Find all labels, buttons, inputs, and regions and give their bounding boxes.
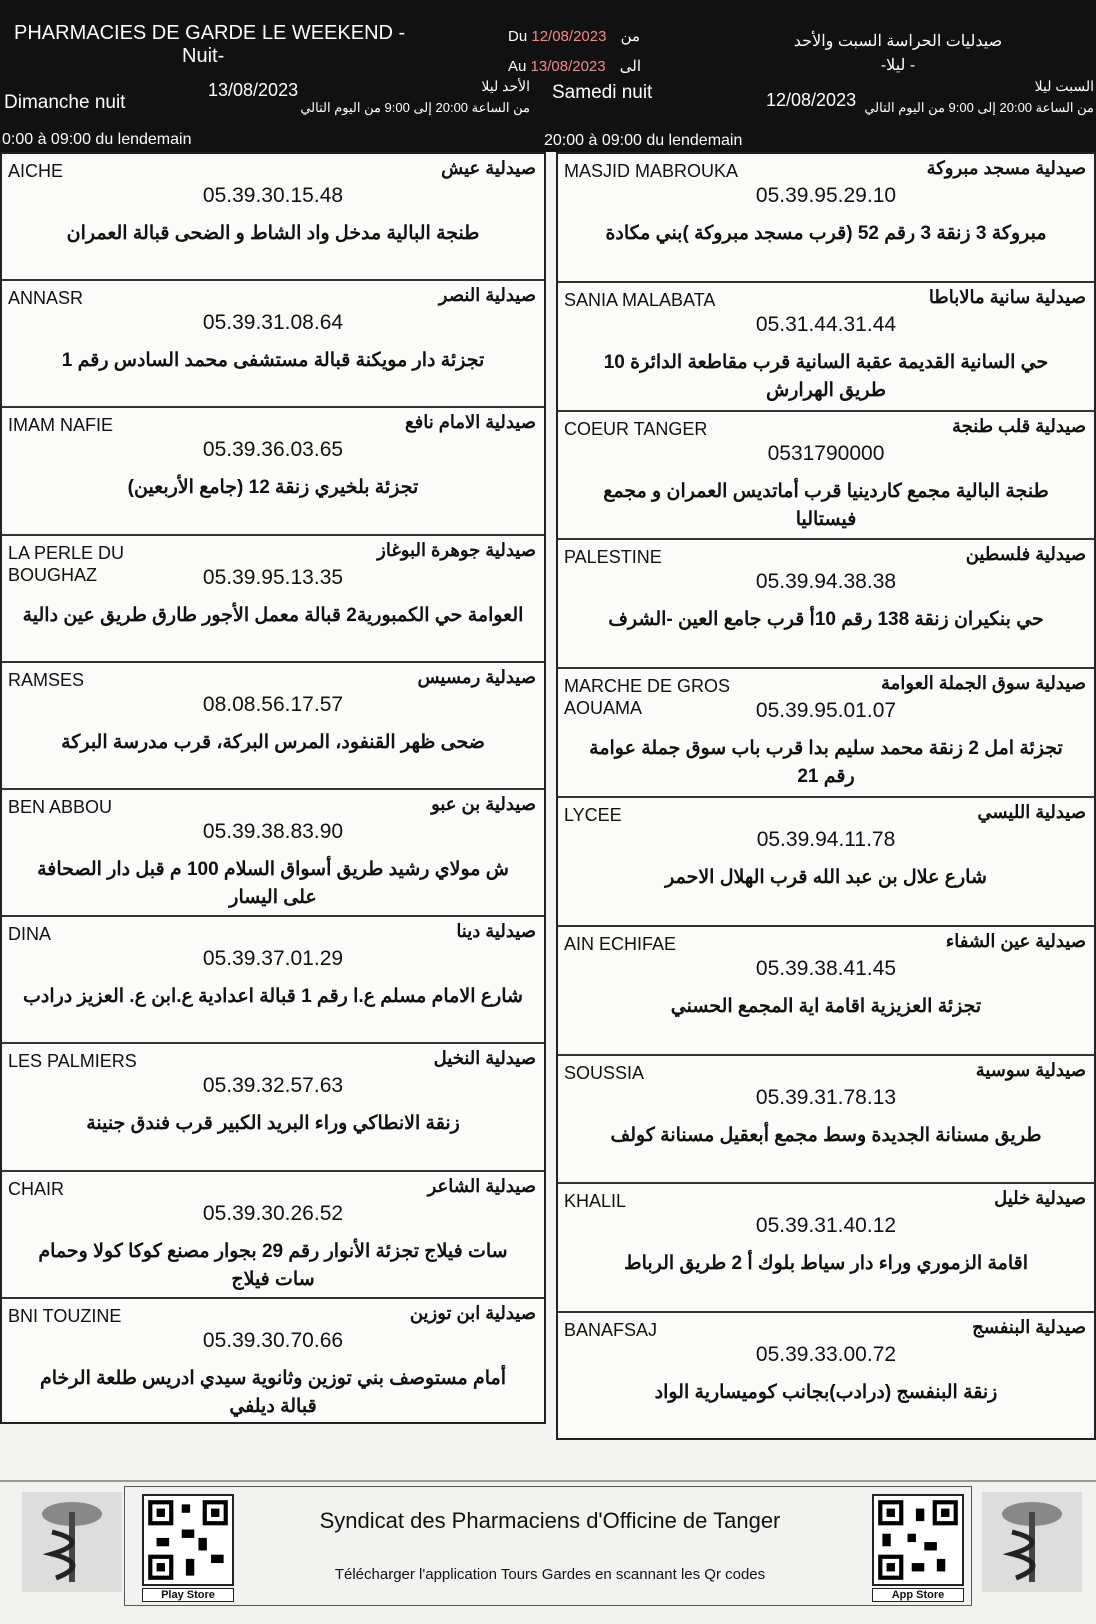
- pharmacy-name-ar: صيدلية عين الشفاء: [945, 930, 1086, 951]
- pharmacy-phone: 05.39.95.13.35: [202, 565, 344, 589]
- right-pharmacy-list: [556, 152, 1096, 1440]
- pharmacy-address: أمام مستوصف بني توزين وثانوية سيدي ادريس طلعة الرخام قبالة ديلفي: [40, 1367, 506, 1417]
- right-column-header: [544, 76, 1096, 152]
- pharmacy-entry: [2, 154, 544, 281]
- pharmacy-name-ar: صيدلية قلب طنجة: [952, 415, 1086, 436]
- pharmacy-address: حي بنكيران زنقة 138 رقم 10أ قرب جامع العين -الشرف: [608, 609, 1044, 631]
- pharmacy-address: سات فيلاج تجزئة الأنوار رقم 29 بجوار مصنع كوكا كولا وحمام سات فيلاج: [38, 1240, 508, 1290]
- download-instructions: Télécharger l'application Tours Gardes en scannant les Qr codes: [334, 1566, 766, 1583]
- pharmacy-phone: 05.39.36.03.65: [202, 438, 344, 462]
- pharmacy-phone: 05.39.38.41.45: [755, 956, 897, 980]
- title-line-2: Nuit-: [182, 45, 225, 67]
- pharmacy-phone: 05.39.94.38.38: [755, 570, 897, 594]
- pharmacy-phone: 05.39.31.08.64: [202, 311, 344, 335]
- pharmacy-address: تجزئة العزيزية اقامة اية المجمع الحسني: [670, 995, 982, 1017]
- pharmacy-address: مبروكة 3 زنقة 3 رقم 52 (قرب مسجد مبروكة )بني مكادة: [605, 223, 1047, 244]
- pharmacy-address: طريق مسنانة الجديدة وسط مجمع أبعقيل مسنانة كولف: [610, 1124, 1042, 1146]
- pharmacy-name-ar: صيدلية الليسي: [977, 801, 1086, 822]
- pharmacy-address: العوامة حي الكمبورية2 قبالة معمل الأجور طارق طريق عين دالية: [22, 604, 524, 626]
- page-title: [14, 22, 405, 68]
- pharmacy-name-ar: صيدلية جوهرة البوغاز: [377, 539, 536, 560]
- pharmacy-entry: [558, 283, 1094, 412]
- pharmacy-name-ar: صيدلية فلسطين: [965, 544, 1086, 565]
- pharmacy-phone: 05.31.44.31.44: [755, 312, 897, 336]
- left-hours: 0:00 à 09:00 du lendemain: [2, 131, 192, 148]
- pharmacy-name-fr: SANIA MALABATA: [564, 289, 716, 310]
- pharmacy-name-fr: ANNASR: [8, 288, 84, 309]
- pharmacy-name-ar: صيدلية بن عبو: [431, 793, 536, 814]
- du-label: Du: [508, 28, 528, 45]
- pharmacy-phone: 05.39.95.29.10: [755, 184, 897, 207]
- title-line-1: PHARMACIES DE GARDE LE WEEKEND -: [14, 22, 406, 44]
- pharmacy-name-ar: صيدلية خليل: [994, 1188, 1086, 1209]
- pharmacy-phone: 05.39.32.57.63: [202, 1074, 344, 1098]
- pharmacy-address: طنجة البالية مدخل واد الشاط و الضحى قبالة العمران: [66, 223, 480, 244]
- pharmacy-name-fr: KHALIL: [564, 1191, 627, 1212]
- pharmacy-name-ar: صيدلية سوق الجملة العوامة: [881, 673, 1086, 694]
- pharmacy-entry: [2, 917, 544, 1044]
- pharmacy-entry: [558, 540, 1094, 669]
- left-day: Dimanche nuit: [4, 92, 126, 113]
- pharmacy-name-ar: صيدلية الشاعر: [427, 1175, 536, 1196]
- au-label: Au: [508, 58, 527, 75]
- pharmacy-address: ش مولاي رشيد طريق أسواق السلام 100 م قبل دار الصحافة على اليسار: [37, 858, 509, 908]
- pharmacy-entry: [558, 412, 1094, 541]
- pharmacy-name-fr: RAMSES: [8, 669, 85, 690]
- qr-code-icon[interactable]: [142, 1494, 234, 1586]
- pharmacy-name-ar: صيدلية الامام نافع: [405, 412, 536, 433]
- left-ar-hours: من الساعة 20:00 إلى 9:00 من اليوم التالي: [300, 100, 530, 115]
- pharmacy-address: زنقة الانطاكي وراء البريد الكبير قرب فندق جنينة: [86, 1113, 460, 1135]
- pharmacy-name-ar: صيدلية عيش: [441, 158, 536, 178]
- pharmacy-entry: [2, 1299, 544, 1426]
- left-column-header: [0, 76, 544, 152]
- pharmacy-phone: 05.39.30.70.66: [202, 1328, 344, 1352]
- pharmacy-phone: 05.39.30.26.52: [202, 1201, 344, 1225]
- left-ar-day: الأحد ليلا: [481, 78, 530, 94]
- pharmacy-name-ar: صيدلية البنفسج: [972, 1317, 1086, 1338]
- pharmacy-phone: 05.39.94.11.78: [756, 827, 896, 851]
- du-date: 12/08/2023: [531, 28, 607, 45]
- pharmacy-name-fr: LYCEE: [564, 804, 622, 825]
- pharmacy-name-fr: MARCHE DE GROS AOUAMA: [564, 676, 731, 719]
- pharmacy-name-fr: BEN ABBOU: [8, 796, 113, 817]
- pharmacy-phone: 05.39.37.01.29: [202, 947, 344, 971]
- pharmacy-address: ضحى ظهر القنفود، المرس البركة، قرب مدرسة البركة: [61, 731, 485, 753]
- arabic-title-line-2: - ليلا-: [880, 57, 916, 74]
- pharmacy-name-fr: SOUSSIA: [564, 1062, 645, 1083]
- pharmacy-address: تجزئة دار مويكنة قبالة مستشفى محمد السادس رقم 1: [61, 350, 485, 372]
- pharmacy-address: شارع الامام مسلم ع.ا رقم 1 قبالة اعدادية ع.ابن ع. العزيز درادب: [23, 986, 523, 1008]
- right-ar-day: السبت ليلا: [1034, 78, 1094, 94]
- footer-frame: [124, 1486, 972, 1606]
- pharmacy-address: شارع علال بن عبد الله قرب الهلال الاحمر: [665, 866, 987, 888]
- pharmacy-name-fr: AICHE: [8, 161, 64, 181]
- app-store-label: App Store: [872, 1588, 964, 1602]
- pharmacy-entry: [2, 408, 544, 535]
- pharmacy-entry: [2, 281, 544, 408]
- pharmacy-name-fr: BANAFSAJ: [564, 1320, 658, 1341]
- pharmacy-address: تجزئة بلخيري زنقة 12 (جامع الأربعين): [127, 477, 419, 499]
- pharmacy-name-fr: MASJID MABROUKA: [564, 161, 739, 181]
- pharmacy-phone: 05.39.30.15.48: [202, 184, 344, 207]
- left-pharmacy-list: [0, 152, 546, 1424]
- pharmacy-name-fr: AIN ECHIFAE: [564, 933, 677, 954]
- footer: [0, 1480, 1096, 1624]
- pharmacy-address: طنجة البالية مجمع كاردينيا قرب أماتديس العمران و مجمع فيستاليا: [603, 480, 1049, 530]
- right-day: Samedi nuit: [552, 82, 653, 103]
- pharmacy-phone: 05.39.31.78.13: [755, 1085, 897, 1109]
- pharmacy-name-fr: CHAIR: [8, 1178, 65, 1199]
- pharmacy-entry: [558, 669, 1094, 798]
- pharmacy-name-fr: PALESTINE: [564, 547, 662, 568]
- pharmacy-name-ar: صيدلية النخيل: [433, 1048, 536, 1069]
- pharmacy-phone: 08.08.56.17.57: [202, 692, 344, 716]
- pharmacy-name-ar: صيدلية دينا: [456, 921, 536, 942]
- pharmacy-phone: 05.39.33.00.72: [755, 1343, 897, 1367]
- caduceus-icon: [982, 1492, 1082, 1592]
- pharmacy-entry: [2, 1172, 544, 1299]
- right-date: 12/08/2023: [766, 90, 857, 110]
- au-date: 13/08/2023: [530, 58, 606, 75]
- pharmacy-entry: [2, 663, 544, 790]
- pharmacy-name-fr: COEUR TANGER: [564, 418, 708, 439]
- pharmacy-phone: 05.39.38.83.90: [202, 819, 344, 843]
- pharmacy-name-fr: IMAM NAFIE: [8, 415, 114, 436]
- play-store-label: Play Store: [142, 1588, 234, 1602]
- arabic-title: [788, 30, 1008, 78]
- arabic-title-line-1: صيدليات الحراسة السبت والأحد: [793, 33, 1003, 50]
- right-hours: 20:00 à 09:00 du lendemain: [544, 132, 743, 149]
- syndicate-name: Syndicat des Pharmaciens d'Officine de Tanger: [319, 1508, 781, 1533]
- pharmacy-name-ar: صيدلية النصر: [438, 285, 536, 306]
- pharmacy-entry: [558, 1056, 1094, 1185]
- caduceus-icon: [22, 1492, 122, 1592]
- pharmacy-name-fr: LA PERLE DU BOUGHAZ: [8, 542, 125, 585]
- pharmacy-name-ar: صيدلية رمسيس: [417, 666, 536, 687]
- au-ar-label: الى: [619, 58, 642, 75]
- pharmacy-address: حي السانية القديمة عقبة السانية قرب مقاطعة الدائرة 10 طريق الهرارش: [603, 351, 1049, 401]
- pharmacy-address: زنقة البنفسج (درادب)بجانب كوميسارية الواد: [654, 1382, 998, 1404]
- pharmacy-address: اقامة الزموري وراء دار سياط بلوك أ 2 طريق الرباط: [624, 1253, 1028, 1275]
- pharmacy-entry: [2, 536, 544, 663]
- pharmacy-address: تجزئة امل 2 زنقة محمد سليم بدا قرب باب سوق جملة عوامة رقم 21: [589, 738, 1063, 788]
- pharmacy-entry: [2, 1044, 544, 1171]
- pharmacy-name-ar: صيدلية سانية مالاباطا: [928, 286, 1086, 307]
- pharmacy-entry: [558, 927, 1094, 1056]
- pharmacy-phone: 05.39.31.40.12: [755, 1214, 897, 1238]
- left-date: 13/08/2023: [208, 80, 299, 100]
- pharmacy-name-fr: DINA: [8, 924, 52, 945]
- pharmacy-entry: [2, 790, 544, 917]
- pharmacy-name-ar: صيدلية ابن توزين: [409, 1302, 536, 1323]
- pharmacy-entry: [558, 1184, 1094, 1313]
- pharmacy-name-ar: صيدلية سوسية: [975, 1059, 1086, 1080]
- du-ar-label: من: [620, 28, 641, 45]
- right-ar-hours: من الساعة 20:00 إلى 9:00 من اليوم التالي: [864, 100, 1094, 115]
- pharmacy-name-ar: صيدلية مسجد مبروكة: [926, 158, 1086, 178]
- pharmacy-name-fr: LES PALMIERS: [8, 1051, 137, 1072]
- pharmacy-entry: [558, 798, 1094, 927]
- pharmacy-name-fr: BNI TOUZINE: [8, 1305, 122, 1326]
- date-range: [508, 22, 641, 82]
- pharmacy-entry: [558, 1313, 1094, 1442]
- pharmacy-entry: [558, 154, 1094, 283]
- pharmacy-phone: 0531790000: [767, 441, 885, 465]
- pharmacy-phone: 05.39.95.01.07: [755, 699, 897, 723]
- qr-code-icon[interactable]: [872, 1494, 964, 1586]
